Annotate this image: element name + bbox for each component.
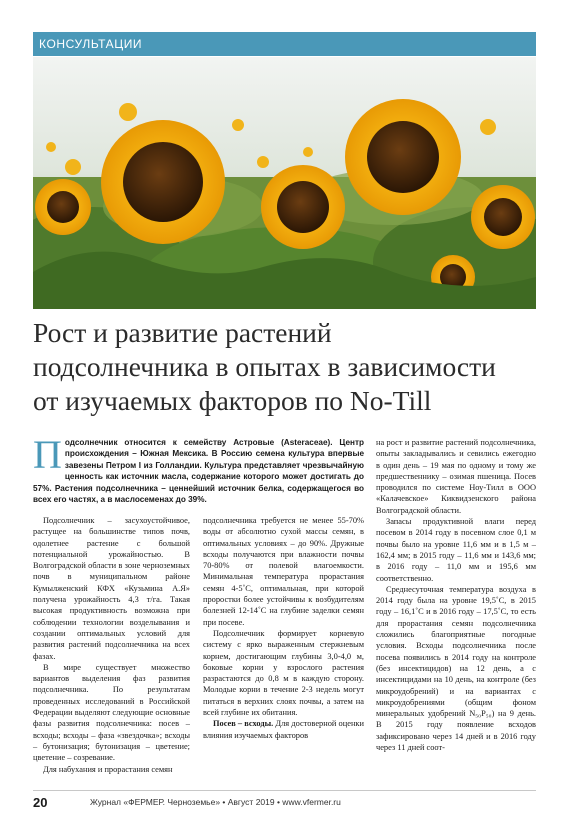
paragraph: Для набухания и прорастания семян (43, 764, 173, 774)
column-1 (33, 515, 190, 775)
footer-divider (33, 790, 536, 791)
paragraph: Среднесуточная температура воздуха в 2014 году была на уровне 19,5˚С, в 2015 году – 16,1˚С и в 2016 году – 17,5˚С, то есть для прорастания семян подсолнечника сложились благоприятные погодные условия. Всходы подсолнечника после посева появились в 2014 году на контроле (без инсектицидов) на 12 день, а с инсектицидами на 10 день, на контроле (без микроудобрений) и на вариантах с микроудобрениями (общим фоном минеральных удобрений N₅₀P₅₀) на 9 день. В 2015 году появление всходов зафиксировано через 14 дней и в 2016 году через 11 дней соот- (376, 584, 536, 753)
footer-text: Журнал «ФЕРМЕР. Черноземье» • Август 2019 • www.vfermer.ru (90, 797, 341, 807)
section-banner: КОНСУЛЬТАЦИИ (33, 32, 536, 56)
lead-text: одсолнечник относится к семейству Астровые (Asteraceae). Центр происхождения – Южная Мексика. В Россию семена культура впервые завезены Петром I из Голландии. Культура представляет чрезвычайную ценность как источник масла, содержание которого может достигать до 57%. Растения подсолнечника – ценнейший источник белка, содержащегося во всех его частях, а в маслосеменах до 39%. (33, 438, 364, 505)
paragraph: на рост и развитие растений подсолнечника, опыты закладывались и севились ежегодно в один день – 19 мая по одному и тому же предшественнику – озимая пшеница. Посев проводился по системе Ноу-Тилл в ООО «Калачевское» Киквидзенского района Волгоградской области. (376, 438, 536, 515)
paragraph: Подсолнечник – засухоустойчивое, растущее на большинстве типов почв, одолетнее растение с большой потенциальной урожайностью. В Волгоградской области в зоне черноземных почв в муниципальном районе Кумылженский КФХ «Кузьмина А.Я» получена урожайность 4,3 т/га. Такая высокая продуктивность возможна при соблюдении технологии возделывания и создании оптимальных условий для развития растений подсолнечника на всех фазах. (33, 516, 190, 661)
column-3 (376, 437, 536, 753)
sunflower-photo (33, 57, 536, 309)
paragraph (203, 718, 364, 741)
sunflower-field-image (33, 57, 536, 309)
paragraph: Запасы продуктивной влаги перед посевом в 2014 году в посевном слое 0,1 м почвы было на уровне 11,6 мм и в 1,5 м – 162,4 мм; в 2015 году – 11,6 мм и 143,6 мм; в 2016 году – 11,0 мм и 195,6 мм соответственно. (376, 517, 536, 583)
article-lead (33, 432, 364, 505)
paragraph-text: Для достоверной оценки влияния изучаемых факторов (203, 719, 364, 740)
paragraph: подсолнечника требуется не менее 55-70% воды от абсолютно сухой массы семян, в оптимальных условиях – до 90%. Дружные всходы получаются при влажности почвы 70-80% от полевой влагоемкости. Минимальная температура прорастания семян 4-5˚С, оптимальная, при которой проростки более устойчивы к возбудителям болезней 12-14˚С на глубине заделки семян при посеве. (203, 516, 364, 627)
paragraph: Подсолнечник формирует корневую систему с ярко выраженным стержневым корнем, достигающим глубины 3,0-4,0 м, боковые корни у взрослого растения разрастаются до 0,8 м в каждую сторону. Молодые корни в течение 2-3 недель могут питаться в верхних слоях почвы, а затем на всей глубине их обитания. (203, 628, 364, 718)
article-title: Рост и развитие растений подсолнечника в опытах в зависимости от изучаемых факторов по No-Till (33, 317, 496, 416)
page-number: 20 (33, 795, 48, 810)
drop-cap: П (33, 432, 62, 477)
paragraph: В мире существует множество вариантов выделения фаз развития подсолнечника. По результатам проведенных исследований в Российской Федерации выделяют следующие основные фазы развития подсолнечника: посев – всходы; всходы – фаза «звездочка»; всходы – бутонизация; бутонизация – цветение; цветение – созревание. (33, 662, 190, 763)
subheading: Посев – всходы. (213, 719, 274, 729)
column-2 (203, 515, 364, 741)
